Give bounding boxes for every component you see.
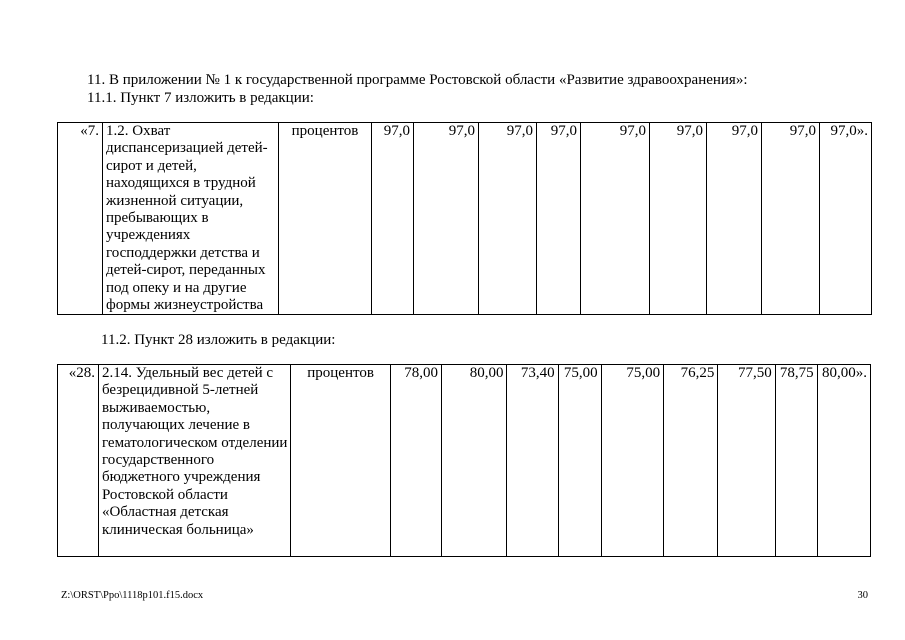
value-cell: 97,0 <box>537 123 581 315</box>
value-cell: 78,75 <box>775 365 817 557</box>
value-cell: 97,0 <box>650 123 707 315</box>
value-cell: 73,40 <box>507 365 558 557</box>
item-number: «7. <box>58 123 103 315</box>
value-cell: 97,0». <box>820 123 872 315</box>
value-cell: 97,0 <box>762 123 820 315</box>
unit-cell: процентов <box>279 123 372 315</box>
indicator-name: 1.2. Охват диспансеризацией детей-сирот и детей, находящихся в трудной жизненной ситуации, пребывающих в учреждениях господдержки детства и детей-сирот, переданных под опеку и на другие формы жизнеустройства <box>103 123 279 315</box>
unit-cell: процентов <box>291 365 390 557</box>
page-number: 30 <box>857 590 868 601</box>
value-cell: 97,0 <box>581 123 650 315</box>
value-cell: 78,00 <box>390 365 441 557</box>
table-item-7 <box>57 122 872 315</box>
subsection-2-heading: 11.2. Пункт 28 изложить в редакции: <box>101 332 336 348</box>
table-row <box>58 123 872 315</box>
section-heading: 11. В приложении № 1 к государственной программе Ростовской области «Развитие здравоохранения»: <box>87 72 748 88</box>
footer-file-path: Z:\ORST\Ppo\1118p101.f15.docx <box>61 590 204 601</box>
value-cell: 97,0 <box>479 123 537 315</box>
value-cell: 97,0 <box>372 123 414 315</box>
value-cell: 97,0 <box>707 123 762 315</box>
value-cell: 80,00 <box>441 365 507 557</box>
value-cell: 75,00 <box>601 365 663 557</box>
indicator-name: 2.14. Удельный вес детей с безрецидивной 5-летней выживаемостью, получающих лечение в гематологическом отделении государственного бюджетного учреждения Ростовской области «Областная детская клиническая больница» <box>98 365 290 557</box>
value-cell: 80,00». <box>817 365 870 557</box>
table-row <box>58 365 871 557</box>
value-cell: 75,00 <box>558 365 601 557</box>
item-number: «28. <box>58 365 99 557</box>
subsection-1-heading: 11.1. Пункт 7 изложить в редакции: <box>87 90 314 106</box>
value-cell: 76,25 <box>664 365 718 557</box>
value-cell: 97,0 <box>414 123 479 315</box>
value-cell: 77,50 <box>718 365 775 557</box>
table-item-28 <box>57 364 871 557</box>
